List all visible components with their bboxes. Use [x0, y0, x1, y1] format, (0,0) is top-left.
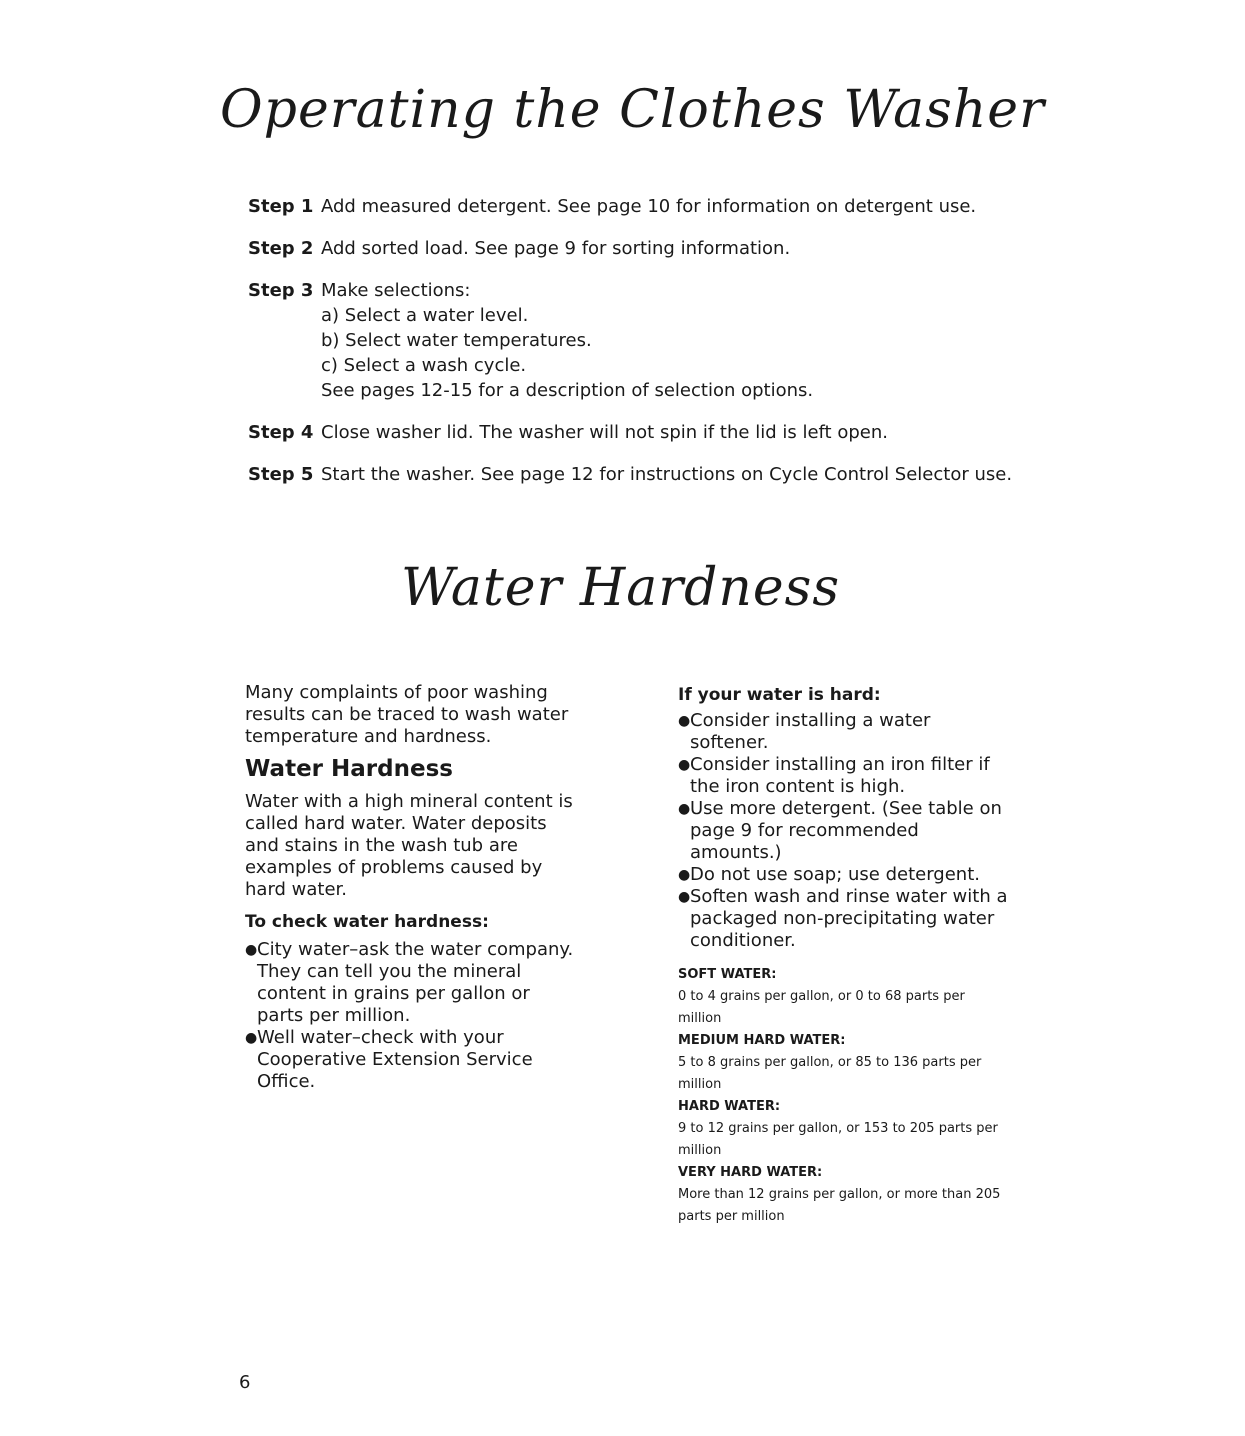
step-label: Step 1 — [248, 196, 314, 217]
definition-text: More than 12 grains per gallon, or more than 205 parts per million — [678, 1187, 1001, 1224]
step-text: Add measured detergent. See page 10 for information on detergent use. — [321, 196, 977, 217]
step-text: Add sorted load. See page 9 for sorting information. — [321, 238, 791, 259]
section-title: Water Hardness — [400, 558, 841, 618]
intro-paragraph: Many complaints of poor washing results can be traced to wash water temperature and hardness. — [245, 682, 569, 747]
step-subitem: a) Select a water level. — [321, 305, 529, 326]
definition-text: 9 to 12 grains per gallon, or 153 to 205 parts per million — [678, 1121, 998, 1158]
step-item — [248, 194, 1048, 219]
subheading: Water Hardness — [245, 756, 453, 782]
list-item-text: Soften wash and rinse water with a packaged non-precipitating water conditioner. — [690, 886, 1008, 951]
bullet-icon: ● — [678, 757, 691, 773]
steps-list — [248, 194, 1048, 504]
list-item-text: Well water–check with your Cooperative Extension Service Office. — [257, 1027, 533, 1092]
bullet-icon: ● — [245, 942, 258, 958]
bullet-icon: ● — [678, 889, 691, 905]
list-item — [245, 939, 575, 1027]
right-column — [678, 684, 1008, 1228]
left-column — [245, 682, 575, 1093]
list-item-text: City water–ask the water company. They can tell you the mineral content in grains per gallon or parts per million. — [257, 939, 574, 1026]
list-item — [678, 798, 1008, 864]
check-heading: To check water hardness: — [245, 912, 489, 932]
step-subitem: See pages 12-15 for a description of selection options. — [321, 380, 814, 401]
definition-label: MEDIUM HARD WATER: — [678, 1033, 846, 1048]
list-item-text: Consider installing a water softener. — [690, 710, 931, 753]
check-list — [245, 939, 575, 1093]
list-item-text: Use more detergent. (See table on page 9 for recommended amounts.) — [690, 798, 1002, 863]
hard-water-paragraph: Water with a high mineral content is called hard water. Water deposits and stains in the wash tub are examples of problems caused by hard water. — [245, 791, 573, 900]
list-item — [678, 710, 1008, 754]
step-text: Make selections: — [321, 280, 471, 301]
step-subitem: b) Select water temperatures. — [321, 330, 592, 351]
step-label: Step 4 — [248, 422, 314, 443]
list-item — [678, 886, 1008, 952]
hard-list — [678, 710, 1008, 952]
hard-heading: If your water is hard: — [678, 685, 881, 705]
definition-label: SOFT WATER: — [678, 967, 777, 982]
list-item — [245, 1027, 575, 1093]
bullet-icon: ● — [678, 801, 691, 817]
hardness-definitions — [678, 964, 1008, 1228]
step-text: Start the washer. See page 12 for instructions on Cycle Control Selector use. — [321, 464, 1013, 485]
bullet-icon: ● — [245, 1030, 258, 1046]
definition-text: 0 to 4 grains per gallon, or 0 to 68 parts per million — [678, 989, 965, 1026]
step-label: Step 2 — [248, 238, 314, 259]
page-title: Operating the Clothes Washer — [220, 80, 1045, 140]
step-text: Close washer lid. The washer will not spin if the lid is left open. — [321, 422, 888, 443]
step-label: Step 5 — [248, 464, 314, 485]
list-item — [678, 864, 1008, 886]
step-item — [248, 462, 1048, 487]
step-item — [248, 420, 1048, 445]
definition-label: VERY HARD WATER: — [678, 1165, 823, 1180]
step-body — [321, 278, 1048, 403]
step-item — [248, 278, 1048, 403]
list-item — [678, 754, 1008, 798]
list-item-text: Consider installing an iron filter if the iron content is high. — [690, 754, 990, 797]
definition-text: 5 to 8 grains per gallon, or 85 to 136 parts per million — [678, 1055, 982, 1092]
page-number: 6 — [239, 1372, 251, 1393]
bullet-icon: ● — [678, 867, 691, 883]
step-label: Step 3 — [248, 280, 314, 301]
list-item-text: Do not use soap; use detergent. — [690, 864, 980, 885]
bullet-icon: ● — [678, 713, 691, 729]
step-subitem: c) Select a wash cycle. — [321, 355, 527, 376]
definition-label: HARD WATER: — [678, 1099, 781, 1114]
step-item — [248, 236, 1048, 261]
